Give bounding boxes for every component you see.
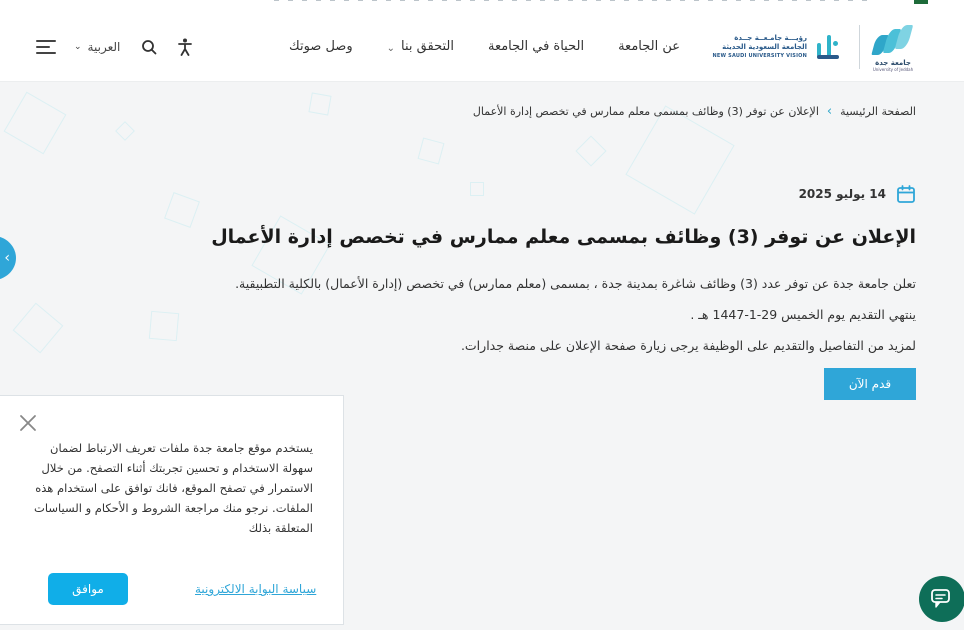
article-body bbox=[235, 274, 916, 367]
article-title: الإعلان عن توفر (3) وظائف بمسمى معلم ممارس في تخصص إدارة الأعمال bbox=[211, 226, 916, 248]
header-tools bbox=[36, 38, 212, 56]
vision-title-line1: رؤيـــة جامـعــة جــدة bbox=[734, 33, 807, 42]
university-name-en: University of Jeddah bbox=[872, 66, 914, 72]
menu-icon[interactable] bbox=[36, 40, 56, 54]
nav-campus-life[interactable] bbox=[488, 39, 584, 54]
chevron-down-icon: ⌄ bbox=[74, 42, 82, 52]
nav-your-voice-label: وصل صوتك bbox=[289, 39, 353, 54]
vision-en: NEW SAUDI UNIVERSITY VISION bbox=[712, 52, 807, 59]
saudi-flag-icon bbox=[914, 0, 928, 4]
vision-title-line2: الجامعة السعودية الحديثة bbox=[722, 42, 807, 51]
chevron-right-icon: › bbox=[826, 104, 833, 119]
calendar-icon bbox=[896, 184, 916, 204]
search-icon[interactable] bbox=[140, 38, 158, 56]
side-toggle-button[interactable] bbox=[0, 236, 16, 280]
site-header bbox=[0, 12, 964, 82]
nav-campus-life-label: الحياة في الجامعة bbox=[487, 39, 585, 54]
article-line-2: ينتهي التقديم يوم الخميس 29-1-1447 هـ . bbox=[690, 307, 916, 322]
breadcrumb-home[interactable]: الصفحة الرئيسية bbox=[840, 105, 916, 118]
university-mark-icon bbox=[870, 23, 916, 57]
agree-button[interactable]: موافق bbox=[48, 573, 128, 605]
vision-logo bbox=[713, 33, 840, 61]
article-date bbox=[799, 184, 916, 204]
article-line-1: تعلن جامعة جدة عن توفر عدد (3) وظائف شاغرة بمدينة جدة ، بمسمى (معلم ممارس) في تخصص (إدارة الأعمال) بالكلية التطبيقية. bbox=[235, 276, 916, 291]
nav-about[interactable] bbox=[618, 39, 680, 54]
breadcrumb-current: الإعلان عن توفر (3) وظائف بمسمى معلم ممارس في تخصص إدارة الأعمال bbox=[472, 105, 819, 118]
chat-button[interactable] bbox=[919, 576, 964, 622]
nav-join-us[interactable] bbox=[387, 39, 454, 54]
accessibility-icon[interactable] bbox=[176, 38, 194, 56]
language-switcher[interactable] bbox=[74, 40, 120, 54]
close-icon[interactable] bbox=[19, 414, 37, 432]
logo-divider bbox=[859, 25, 860, 69]
chevron-down-icon: ⌄ bbox=[386, 43, 396, 54]
top-strip-links bbox=[274, 0, 874, 1]
logo-area[interactable] bbox=[713, 20, 917, 74]
breadcrumb bbox=[473, 104, 916, 119]
top-strip bbox=[0, 0, 964, 12]
article-date-text: 14 يوليو 2025 bbox=[798, 187, 886, 201]
chat-icon bbox=[930, 588, 954, 610]
university-logo bbox=[870, 23, 916, 72]
nav-about-label: عن الجامعة bbox=[618, 39, 680, 54]
university-name: جامعة جدة bbox=[875, 58, 911, 67]
main-nav bbox=[289, 39, 680, 54]
chevron-left-icon: ‹ bbox=[4, 250, 10, 266]
nav-your-voice[interactable] bbox=[289, 39, 353, 54]
vision-mark-icon bbox=[813, 33, 839, 61]
vision-text bbox=[713, 34, 808, 61]
cookie-text: يستخدم موقع جامعة جدة ملفات تعريف الارتباط لضمان سهولة الاستخدام و تحسين تجربتك أثناء التصفح. من خلال الاستمرار في تصفح الموقع، فانك توافق على استخدام هذه الملفات. نرجو منك مراجعة الشروط و الأحكام و السياسات المتعلقة بذلك bbox=[34, 441, 313, 535]
article-line-3: لمزيد من التفاصيل والتقديم على الوظيفة يرجى زيارة صفحة الإعلان على منصة جدارات. bbox=[460, 338, 916, 353]
apply-now-button[interactable]: قدم الآن bbox=[824, 368, 916, 400]
nav-join-us-label: التحقق بنا bbox=[401, 39, 454, 54]
cookie-banner bbox=[0, 395, 344, 625]
language-label: العربية bbox=[87, 40, 121, 54]
policy-link[interactable]: سياسة البوابة الالكترونية bbox=[195, 582, 317, 596]
